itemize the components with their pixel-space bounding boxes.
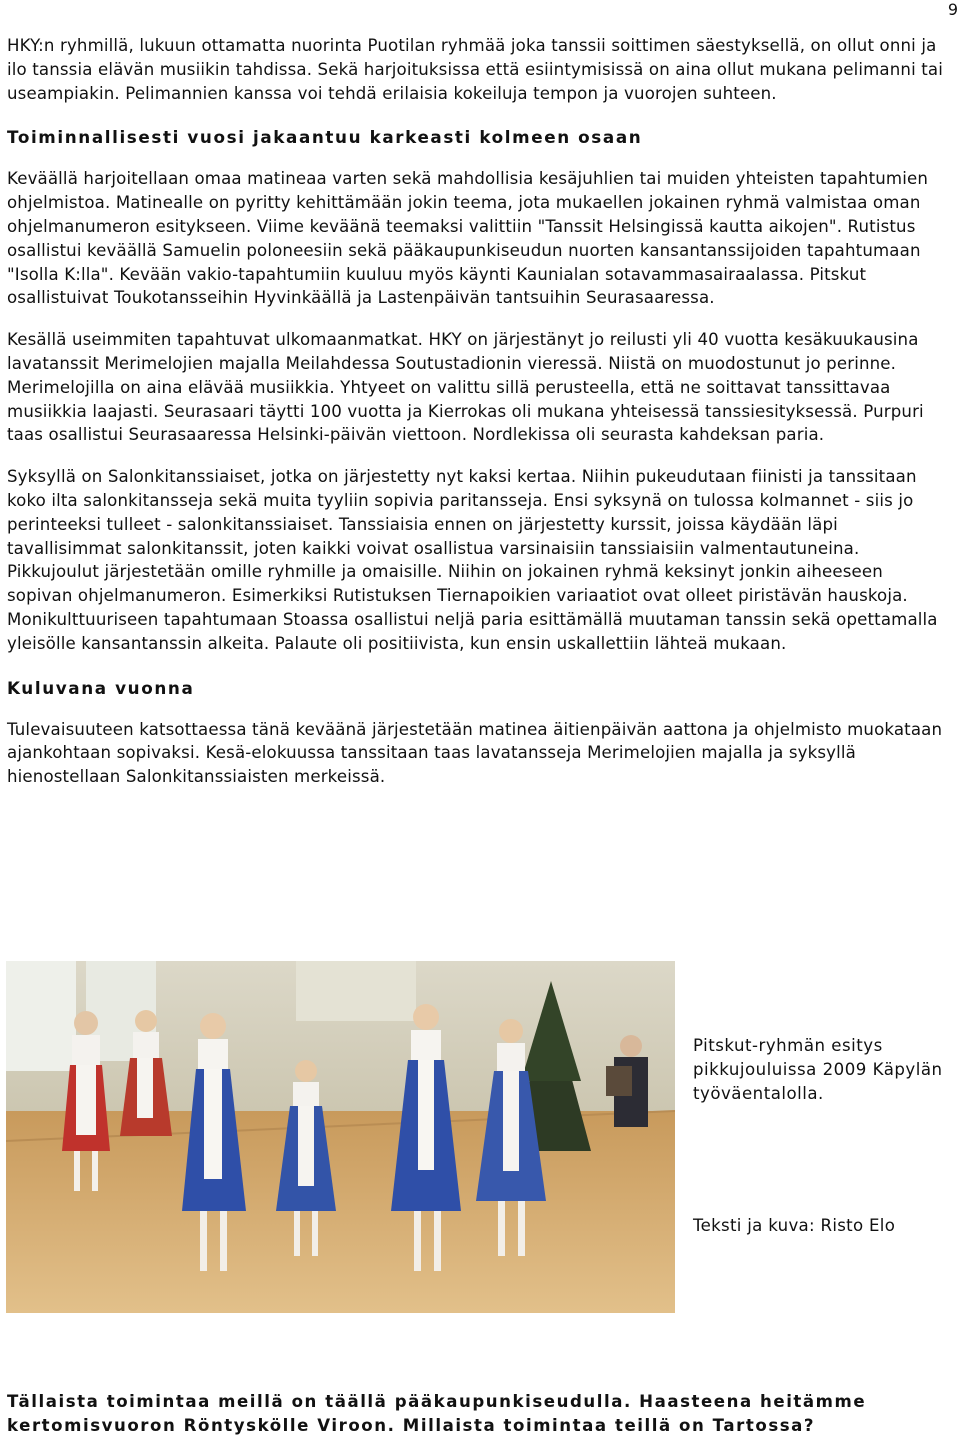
figure (6, 961, 952, 1316)
section-heading-year: Toiminnallisesti vuosi jakaantuu karkeasti kolmeen osaan (7, 127, 643, 148)
page-number: 9 (947, 0, 958, 19)
article-body (7, 34, 952, 789)
intro-paragraph: HKY:n ryhmillä, lukuun ottamatta nuorinta Puotilan ryhmää joka tanssii soittimen säestyksellä, on ollut onni ja ilo tanssia elävän musiikin tahdissa. Sekä harjoituksissa että esiintymisissä on aina ollut mukana pelimanni tai useampiakin. Pelimannien kanssa voi tehdä erilaisia kokeiluja tempon ja vuorojen suhteen. (7, 36, 943, 103)
summer-paragraph: Kesällä useimmiten tapahtuvat ulkomaanmatkat. HKY on järjestänyt jo reilusti yli 40 vuotta kesäkuukausina lavatanssit Merimelojien majalla Meilahdessa Soutustadionin vieressä. Niistä on muodostunut jo perinne. Merimelojilla on aina elävää musiikkia. Yhtyeet on valittu sillä perusteella, että ne soittavat tanssittavaa musiikkia laajasti. Seurasaari täytti 100 vuotta ja Kierrokas oli mukana yhteisessä tanssiesityksessä. Purpuri taas osallistui Seurasaaressa Helsinki-päivän viettoon. Nordlekissa oli seurasta kahdeksan paria. (7, 330, 924, 445)
section-heading-current-year: Kuluvana vuonna (7, 677, 195, 698)
closing-statement: Tällaista toimintaa meillä on täällä pääkaupunkiseudulla. Haasteena heitämme kertomisvuoron Röntyskölle Viroon. Millaista toimintaa teillä on Tartossa? (7, 1392, 867, 1435)
spring-paragraph: Keväällä harjoitellaan omaa matineaa varten sekä mahdollisia kesäjuhlien tai muiden yhteisten tapahtumien ohjelmistoa. Matinealle on pyritty kehittämään jokin teema, jota mukaellen jokainen ryhmä valmistaa oman ohjelmanumeron esitykseen. Viime keväänä teemaksi valittiin "Tanssit Helsingissä kautta aikojen". Rutistus osallistui keväällä Samuelin poloneesiin sekä pääkaupunkiseudun nuorten kansantanssijoiden tapahtumaan "Isolla K:lla". Kevään vakio-tapahtumiin kuuluu myös käynti Kaunialan sotavammasairaalassa. Pitskut osallistuivat Toukotansseihin Hyvinkäällä ja Lastenpäivän tantsuihin Seurasaaressa. (7, 169, 929, 308)
photo-caption: Pitskut-ryhmän esitys pikkujouluissa 2009 Käpylän työväentalolla. (693, 1036, 943, 1103)
dance-group-photo (6, 961, 675, 1313)
autumn-paragraph: Syksyllä on Salonkitanssiaiset, jotka on järjestetty nyt kaksi kertaa. Niihin pukeudutaan fiinisti ja tanssitaan koko ilta salonkitansseja sekä muita tyyliin sopivia paritansseja. Ensi syksynä on tulossa kolmannet - siis jo perinteeksi tulleet - salonkitanssiaiset. Tanssiaisia ennen on järjestetty kurssit, joissa käydään läpi tavallisimmat salonkitanssit, joten kaikki voivat osallistua varsinaisiin tanssiaisiin valmentautuneina. Pikkujoulut järjestetään omille ryhmille ja omaisille. Niihin on jokainen ryhmä keksinyt jonkin aiheeseen sopivan ohjelmanumeron. Esimerkiksi Rutistuksen Tiernapoikien variaatiot ovat olleet piristävän hauskoja. Monikulttuuriseen tapahtumaan Stoassa osallistui neljä paria esittämällä muutaman tanssin sekä opettamalla yleisölle kansantanssin alkeita. Palaute oli positiivista, kun ensin uskallettiin lähteä mukaan. (7, 467, 938, 653)
photo-credit: Teksti ja kuva: Risto Elo (693, 1216, 896, 1235)
future-paragraph: Tulevaisuuteen katsottaessa tänä keväänä järjestetään matinea äitienpäivän aattona ja ohjelmisto muokataan ajankohtaan sopivaksi. Kesä-elokuussa tanssitaan taas lavatansseja Merimelojien majalla ja syksyllä hienostellaan Salonkitanssiaisten merkeissä. (7, 719, 943, 787)
